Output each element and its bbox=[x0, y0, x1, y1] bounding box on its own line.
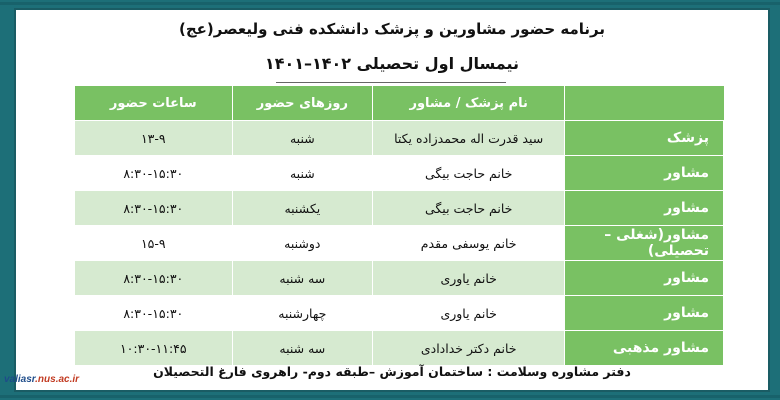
row-hours: ۸:۳۰-۱۵:۳۰ bbox=[75, 261, 233, 296]
title-underline bbox=[276, 82, 506, 83]
row-day: دوشنبه bbox=[232, 226, 372, 261]
table-row bbox=[75, 331, 724, 366]
title-line-1: برنامه حضور مشاورین و پزشک دانشکده فنی ولیعصر(عج) bbox=[179, 20, 605, 38]
table-row bbox=[75, 261, 724, 296]
row-role: مشاور bbox=[565, 296, 724, 331]
watermark-suffix: .nus.ac.ir bbox=[35, 374, 80, 385]
header-hours: ساعات حضور bbox=[75, 86, 233, 121]
row-day: چهارشنبه bbox=[232, 296, 372, 331]
row-hours: ۸:۳۰-۱۵:۳۰ bbox=[75, 191, 233, 226]
row-day: سه شنبه bbox=[232, 331, 372, 366]
row-role: پزشک bbox=[565, 121, 724, 156]
schedule-card bbox=[14, 8, 770, 392]
table-header-row bbox=[75, 86, 724, 121]
row-hours: ۱۳-۹ bbox=[75, 121, 233, 156]
table-row bbox=[75, 191, 724, 226]
row-name: خانم یاوری bbox=[373, 296, 565, 331]
row-name: خانم حاجت بیگی bbox=[373, 191, 565, 226]
row-name: سید قدرت اله محمدزاده یکتا bbox=[373, 121, 565, 156]
row-role: مشاور bbox=[565, 191, 724, 226]
header-role bbox=[565, 86, 724, 121]
row-day: شنبه bbox=[232, 156, 372, 191]
row-role: مشاور bbox=[565, 156, 724, 191]
schedule-table bbox=[74, 86, 724, 366]
row-day: سه شنبه bbox=[232, 261, 372, 296]
row-name: خانم حاجت بیگی bbox=[373, 156, 565, 191]
row-day: شنبه bbox=[232, 121, 372, 156]
row-role: مشاور bbox=[565, 261, 724, 296]
row-name: خانم دکتر خدادادی bbox=[373, 331, 565, 366]
row-hours: ۱۵-۹ bbox=[75, 226, 233, 261]
table-row bbox=[75, 121, 724, 156]
row-day: یکشنبه bbox=[232, 191, 372, 226]
frame-stripe bbox=[0, 395, 780, 398]
row-hours: ۸:۳۰-۱۵:۳۰ bbox=[75, 296, 233, 331]
row-name: خانم یوسفی مقدم bbox=[373, 226, 565, 261]
frame-stripe bbox=[0, 2, 780, 5]
title-line-2: نیمسال اول تحصیلی ۱۴۰۲–۱۴۰۱ bbox=[264, 54, 520, 73]
header-days: روزهای حضور bbox=[232, 86, 372, 121]
row-hours: ۱۰:۳۰-۱۱:۴۵ bbox=[75, 331, 233, 366]
watermark-domain: valiasr bbox=[4, 374, 36, 385]
table-row bbox=[75, 296, 724, 331]
footer-address: دفتر مشاوره وسلامت : ساختمان آموزش –طبقه دوم- راهروی فارغ التحصیلان bbox=[153, 364, 631, 379]
row-role: مشاور مذهبی bbox=[565, 331, 724, 366]
row-hours: ۸:۳۰-۱۵:۳۰ bbox=[75, 156, 233, 191]
table-row bbox=[75, 156, 724, 191]
row-name: خانم یاوری bbox=[373, 261, 565, 296]
table-row bbox=[75, 226, 724, 261]
header-name: نام پزشک / مشاور bbox=[373, 86, 565, 121]
row-role: مشاور(شغلی –تحصیلی) bbox=[565, 226, 724, 261]
site-watermark bbox=[4, 374, 79, 385]
